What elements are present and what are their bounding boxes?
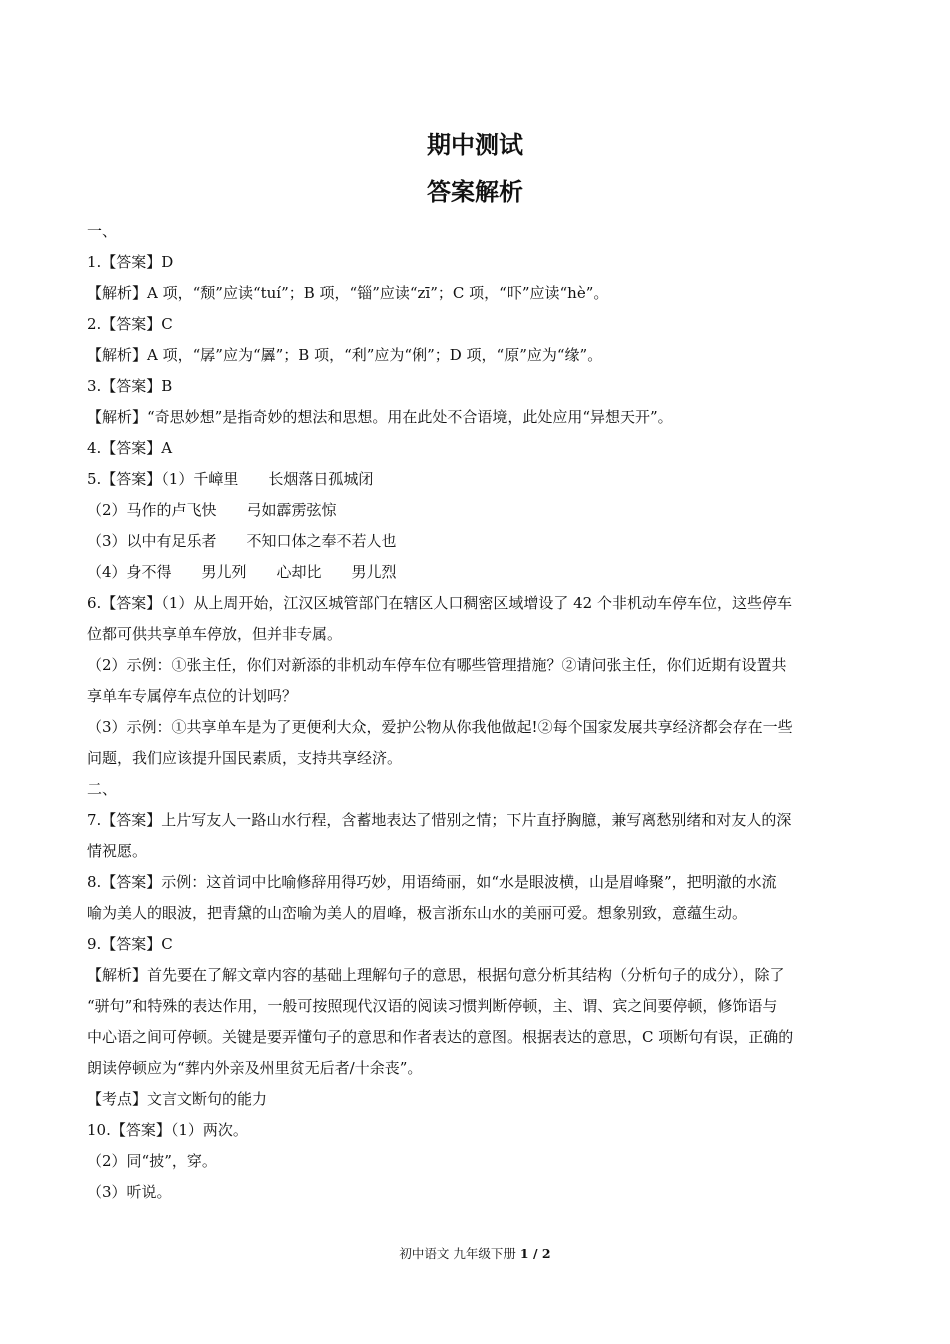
answer-line: 享单车专属停车点位的计划吗？ [87, 687, 298, 705]
answer-line: 8.【答案】示例：这首词中比喻修辞用得巧妙，用语绮丽，如“水是眼波横，山是眉峰聚”，把明澈的水流 [87, 873, 777, 891]
analysis-line: 朗读停顿应为“葬内外亲及州里贫无后者/十余丧”。 [87, 1059, 423, 1077]
answer-line: 1.【答案】D [87, 253, 174, 271]
answer-line: （2）同“披”，穿。 [87, 1152, 217, 1170]
analysis-line: 【解析】A 项，“孱”应为“羼”；B 项，“利”应为“俐”；D 项，“原”应为“缘”。 [87, 346, 603, 364]
analysis-line: “骈句”和特殊的表达作用，一般可按照现代汉语的阅读习惯判断停顿，主、谓、宾之间要停顿，修饰语与 [87, 997, 778, 1015]
answer-line: 2.【答案】C [87, 315, 173, 333]
answer-line: （4）身不得 男儿列 心却比 男儿烈 [87, 563, 397, 581]
page-subtitle: 答案解析 [427, 178, 523, 206]
analysis-line: 【解析】首先要在了解文章内容的基础上理解句子的意思，根据句意分析其结构（分析句子的成分），除了 [87, 966, 785, 984]
answer-line: 喻为美人的眼波，把青黛的山峦喻为美人的眉峰，极言浙东山水的美丽可爱。想象别致，意蕴生动。 [87, 904, 748, 922]
page-footer [0, 1244, 950, 1262]
answer-content [87, 216, 865, 1208]
answer-line: 7.【答案】上片写友人一路山水行程，含蓄地表达了惜别之情；下片直抒胸臆，兼写离愁别绪和对友人的深 [87, 811, 792, 829]
answer-line: 6.【答案】（1）从上周开始，江汉区城管部门在辖区人口稠密区域增设了 42 个非机动车停车位，这些停车 [87, 594, 792, 612]
answer-line: （3）示例：①共享单车是为了更便利大众，爱护公物从你我他做起!②每个国家发展共享经济都会存在一些 [87, 718, 793, 736]
answer-line: 问题，我们应该提升国民素质，支持共享经济。 [87, 749, 403, 767]
answer-line: 4.【答案】A [87, 439, 173, 457]
answer-line: 5.【答案】（1）千嶂里 长烟落日孤城闭 [87, 470, 374, 488]
answer-line: 位都可供共享单车停放，但并非专属。 [87, 625, 343, 643]
answer-line: （2）马作的卢飞快 弓如霹雳弦惊 [87, 501, 337, 519]
analysis-line: 中心语之间可停顿。关键是要弄懂句子的意思和作者表达的意图。根据表达的意思，C 项断句有误，正确的 [87, 1028, 794, 1046]
answer-line: （2）示例：①张主任，你们对新添的非机动车停车位有哪些管理措施？②请问张主任，你们近期有设置共 [87, 656, 787, 674]
footer-text: 初中语文 九年级下册 [399, 1246, 516, 1261]
page-title: 期中测试 [427, 131, 523, 159]
answer-line: （3）听说。 [87, 1183, 172, 1201]
answer-line: 3.【答案】B [87, 377, 173, 395]
answer-line: 情祝愿。 [87, 842, 148, 860]
section-heading: 二、 [87, 780, 118, 798]
answer-line: 10.【答案】（1）两次。 [87, 1121, 248, 1139]
answer-line: 9.【答案】C [87, 935, 173, 953]
key-point-line: 【考点】文言文断句的能力 [87, 1090, 268, 1108]
answer-line: （3）以中有足乐者 不知口体之奉不若人也 [87, 532, 397, 550]
analysis-line: 【解析】A 项，“颓”应读“tuí”；B 项，“锱”应读“zī”；C 项，“吓”应读“hè”。 [87, 284, 609, 302]
page-number: 1 / 2 [519, 1246, 551, 1261]
section-heading: 一、 [87, 222, 118, 240]
analysis-line: 【解析】“奇思妙想”是指奇妙的想法和思想。用在此处不合语境，此处应用“异想天开”。 [87, 408, 673, 426]
